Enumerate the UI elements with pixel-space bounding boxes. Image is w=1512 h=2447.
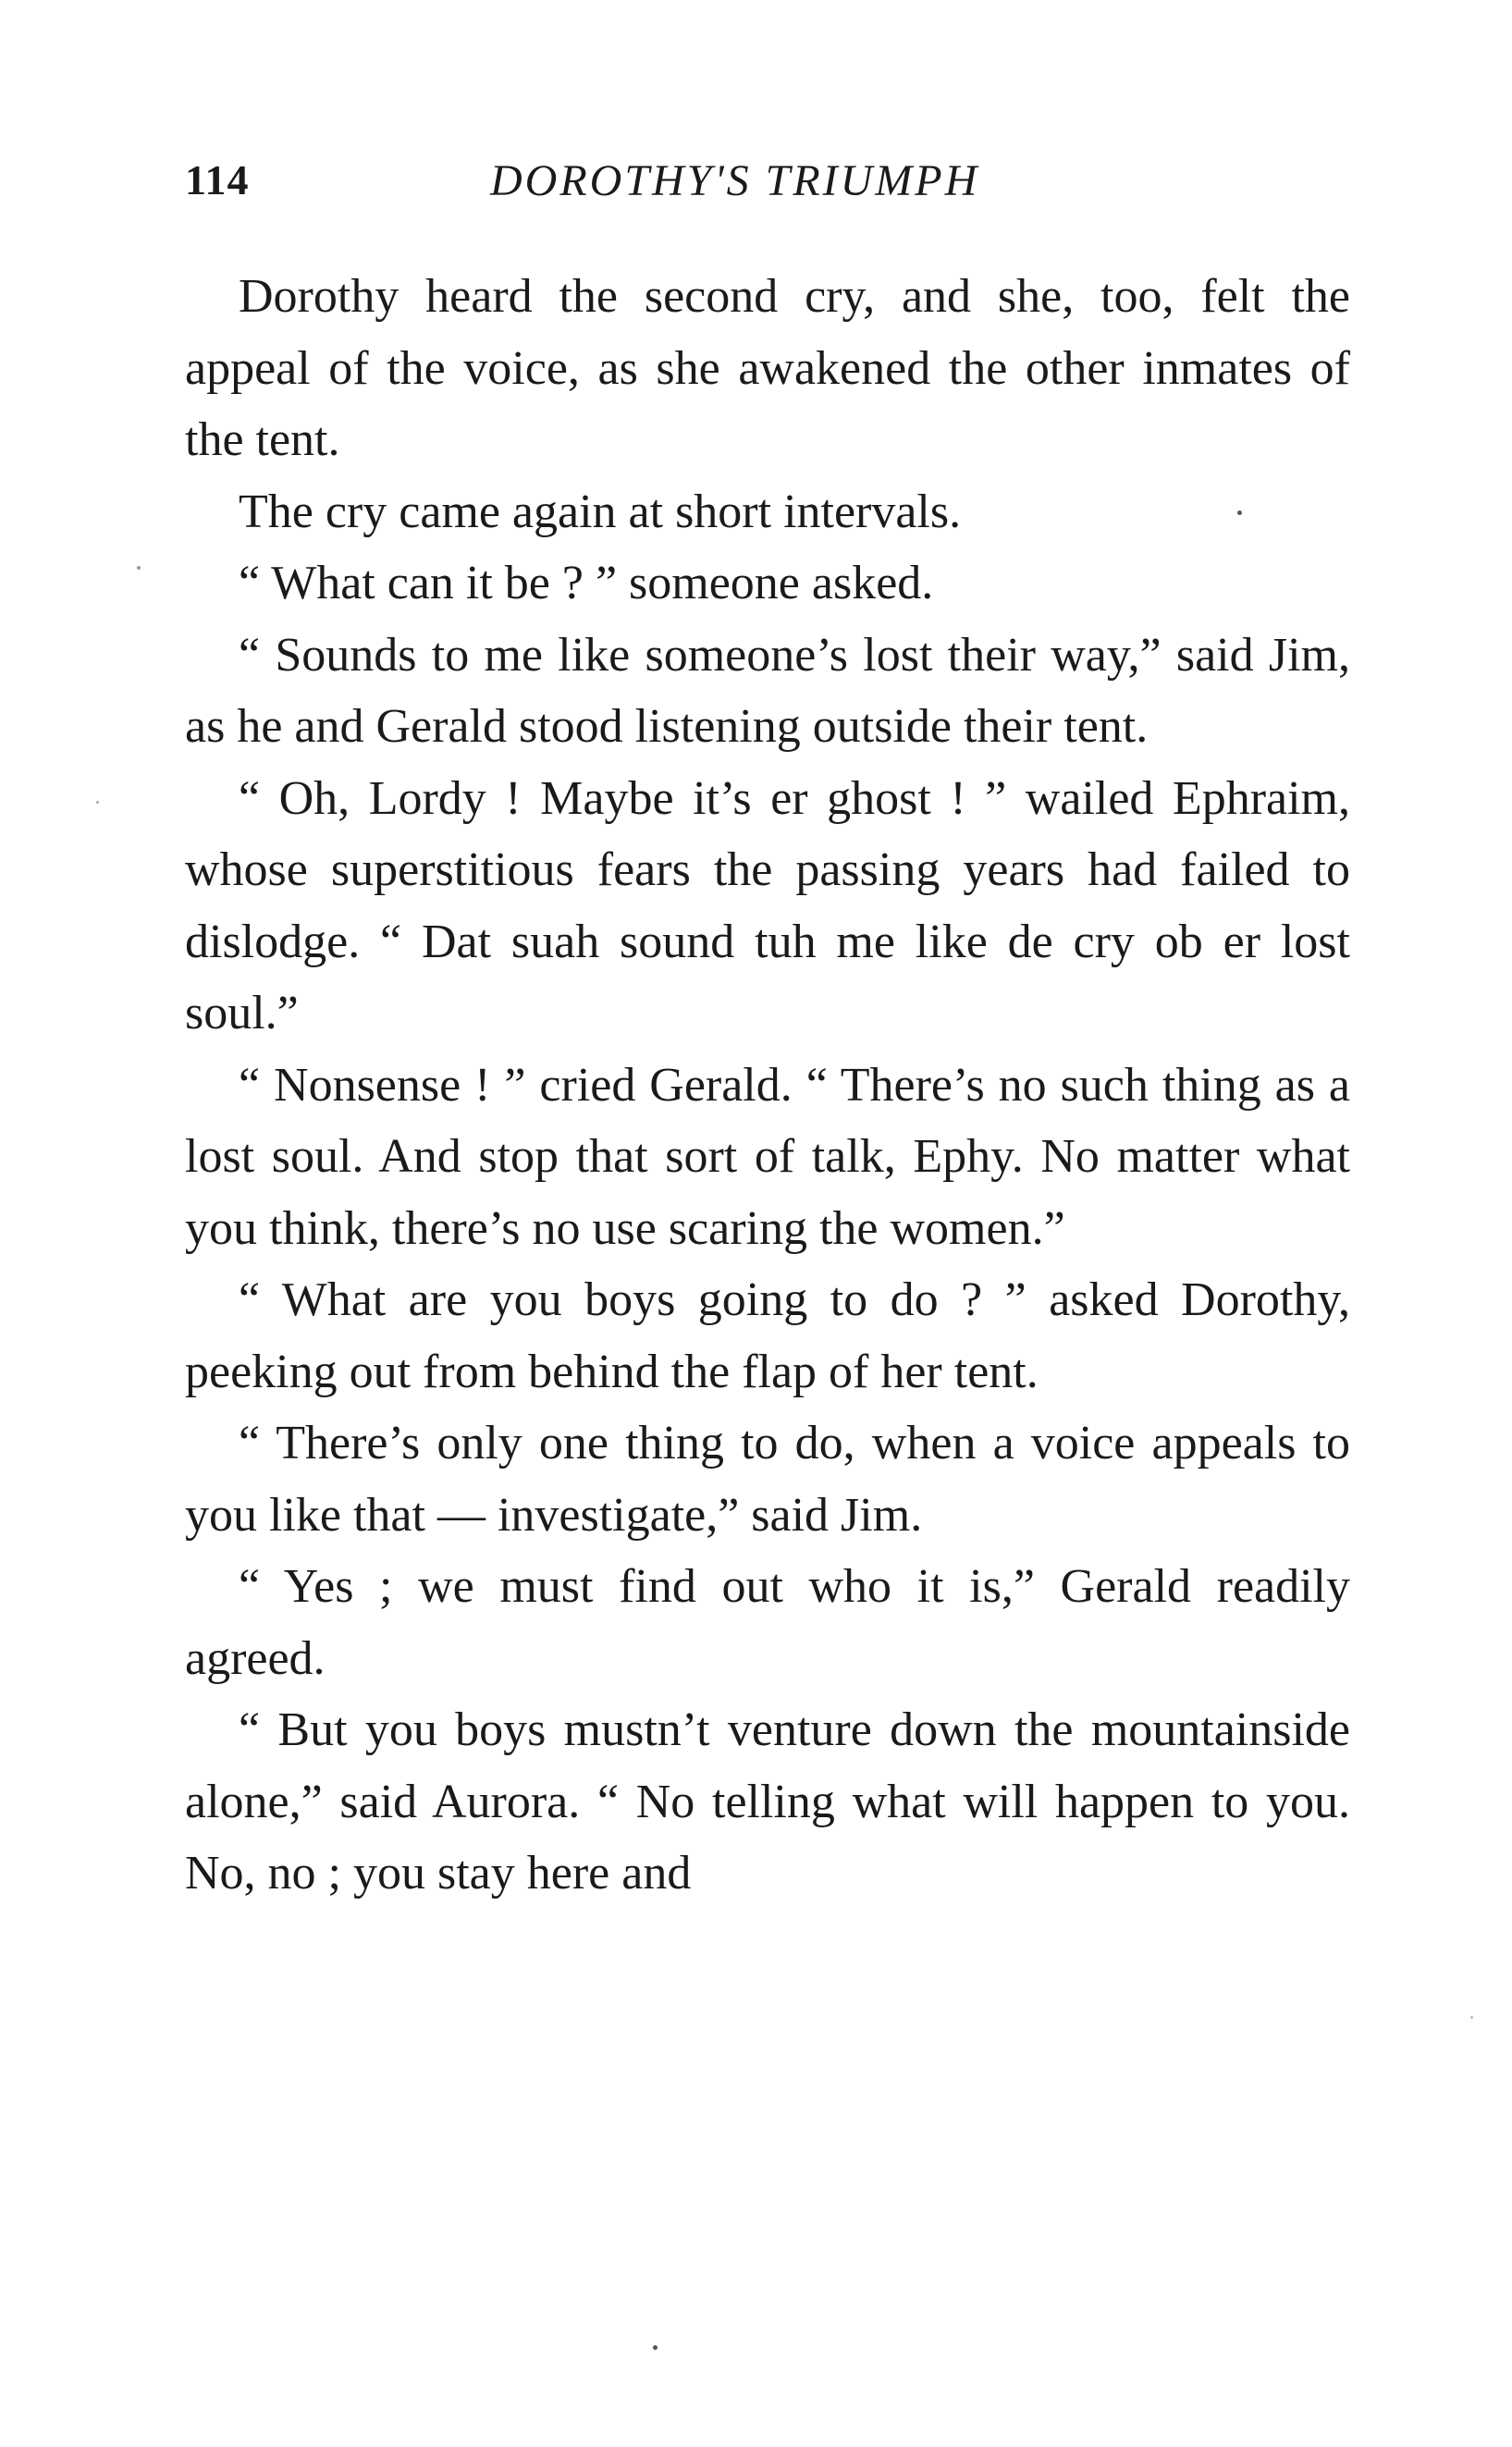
running-head — [185, 155, 1350, 220]
print-speck — [137, 566, 141, 570]
print-speck — [1470, 2016, 1473, 2019]
page-number: 114 — [185, 156, 250, 203]
print-speck — [96, 801, 99, 804]
print-speck — [653, 2345, 658, 2350]
paragraph: “ What can it be ? ” someone asked. — [239, 557, 934, 609]
paragraph: “ But you boys mustn’t venture down the mountainside alone,” said Aurora. “ No telling what will happen to you. No, no ; you stay here and — [185, 1703, 1350, 1900]
paragraph: “ Nonsense ! ” cried Gerald. “ There’s no such thing as a lost soul. And stop that sort of talk, Ephy. No matter what you think, there’s no use scaring the women.” — [185, 1058, 1350, 1255]
paragraph: “ What are you boys going to do ? ” asked Dorothy, peeking out from behind the flap of her tent. — [185, 1273, 1350, 1398]
paragraph: Dorothy heard the second cry, and she, too, felt the appeal of the voice, as she awakened the other inmates of the tent. — [185, 270, 1350, 466]
paragraph: “ There’s only one thing to do, when a voice appeals to you like that — investigate,” said Jim. — [185, 1417, 1350, 1542]
paragraph: The cry came again at short intervals. — [239, 485, 962, 538]
print-speck — [1237, 510, 1242, 515]
paragraph: “ Sounds to me like someone’s lost their way,” said Jim, as he and Gerald stood listening outside their tent. — [185, 628, 1350, 753]
paragraph: “ Oh, Lordy ! Maybe it’s er ghost ! ” wailed Ephraim, whose superstitious fears the passing years had failed to dislodge. “ Dat suah sound tuh me like de cry ob er lost soul.” — [185, 771, 1350, 1039]
running-title: DOROTHY'S TRIUMPH — [490, 156, 980, 205]
paragraph: “ Yes ; we must find out who it is,” Gerald readily agreed. — [185, 1560, 1350, 1685]
body-text — [185, 261, 1350, 1910]
